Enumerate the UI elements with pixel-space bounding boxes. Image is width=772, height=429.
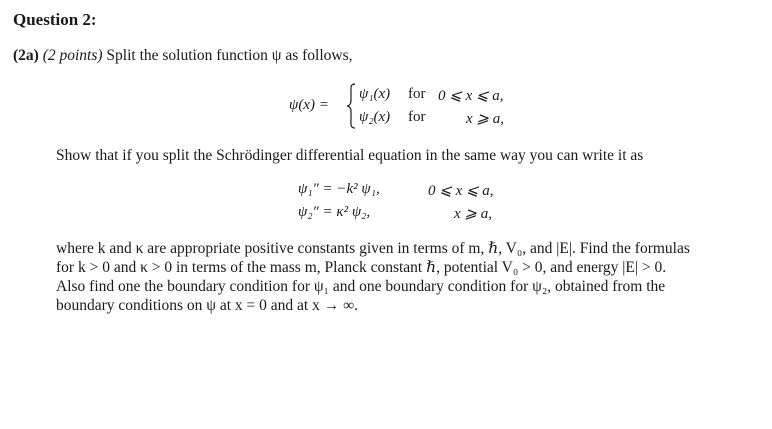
- part-text: Split the solution function ψ as follows,: [106, 47, 353, 64]
- part-points: (2 points): [42, 47, 103, 64]
- equation-1-condition: 0 ⩽ x ⩽ a,: [428, 183, 494, 199]
- paragraph-line-4: boundary conditions on ψ at x = 0 and at x → ∞.: [56, 297, 358, 314]
- question-heading: Question 2:: [13, 10, 97, 29]
- show-that-line: Show that if you split the Schrödinger differential equation in the same way you can write it as: [56, 147, 644, 164]
- paragraph-line-1: where k and κ are appropriate positive constants given in terms of m, ℏ, V₀, and |E|. Find the formulas: [56, 240, 690, 257]
- case1-condition: 0 ⩽ x ⩽ a,: [438, 88, 504, 104]
- piecewise-lhs: ψ(x) =: [289, 97, 329, 113]
- part-label: (2a): [13, 47, 39, 64]
- case2-condition: x ⩾ a,: [466, 111, 504, 127]
- case1-for: for: [408, 86, 426, 102]
- case2-for: for: [408, 109, 426, 125]
- equation-1: ψ₁″ = −k² ψ₁,: [298, 181, 380, 197]
- paragraph-line-2: for k > 0 and κ > 0 in terms of the mass m, Planck constant ℏ, potential V₀ > 0, and energy |E| > 0.: [56, 259, 667, 276]
- paragraph-line-3: Also find one the boundary condition for ψ₁ and one boundary condition for ψ₂, obtained from the: [56, 278, 666, 295]
- case2-expression: ψ₂(x): [359, 109, 391, 125]
- left-brace-icon: [346, 83, 356, 129]
- equation-2-condition: x ⩾ a,: [454, 206, 492, 222]
- part-intro-line: [13, 47, 353, 65]
- case1-expression: ψ₁(x): [359, 86, 391, 102]
- equation-2: ψ₂″ = κ² ψ₂,: [298, 204, 371, 220]
